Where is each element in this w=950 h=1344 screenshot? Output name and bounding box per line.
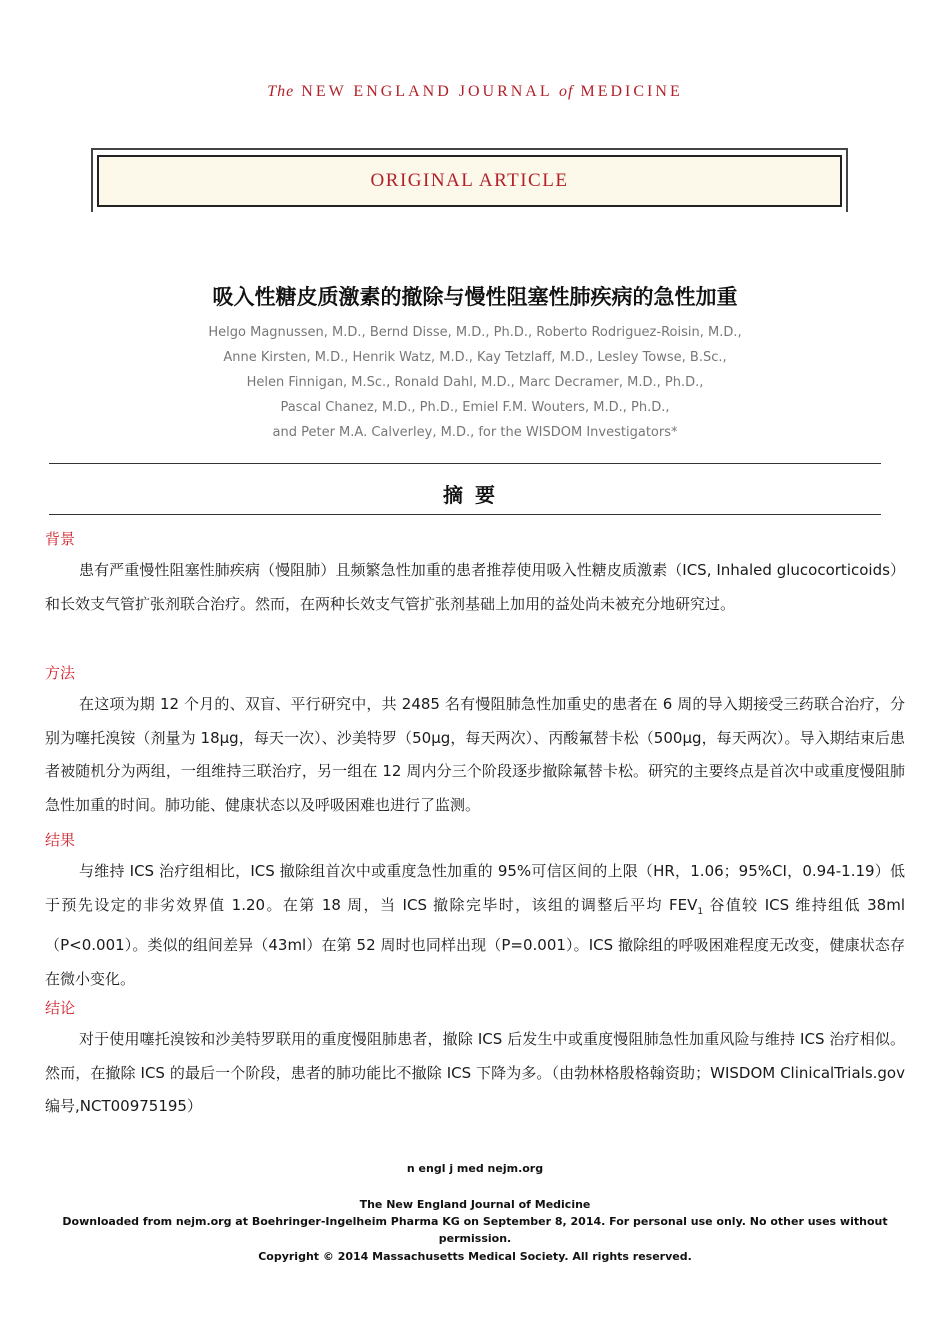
- author-line: Helgo Magnussen, M.D., Bernd Disse, M.D., Ph.D., Roberto Rodriguez-Roisin, M.D.,: [208, 325, 742, 340]
- author-line: Anne Kirsten, M.D., Henrik Watz, M.D., Kay Tetzlaff, M.D., Lesley Towse, B.Sc.,: [223, 350, 727, 365]
- masthead-post: MEDICINE: [580, 83, 683, 100]
- divider-bottom: [49, 514, 881, 515]
- section-head-conclusions: 结论: [45, 999, 76, 1017]
- section-head-results: 结果: [45, 831, 76, 849]
- article-title: 吸入性糖皮质激素的撤除与慢性阻塞性肺疾病的急性加重: [212, 285, 738, 309]
- masthead-mid: NEW ENGLAND JOURNAL: [301, 83, 553, 100]
- divider-top: [49, 463, 881, 464]
- section-text-conclusions: 对于使用噻托溴铵和沙美特罗联用的重度慢阻肺患者，撤除 ICS 后发生中或重度慢阻肺急性加重风险与维持 ICS 治疗相似。然而，在撤除 ICS 的最后一个阶段，患者的肺功能比不撤除 ICS 下降为多。（由勃林格殷格翰资助；WISDOM ClinicalTrials.gov 编号,NCT00975195）: [45, 1030, 905, 1115]
- section-text-results: [45, 855, 905, 996]
- results-text-a: 与维持 ICS 治疗组相比，ICS 撤除组首次中或重度急性加重的 95%可信区间的上限（HR，1.06；95%CI，0.94-1.19）低于预先设定的非劣效界值 1.20。在第 18 周，当 ICS 撤除完毕时，该组的调整后平均 FEV: [45, 862, 905, 914]
- results-text-b: 谷值较 ICS 维持组低 38ml（P<0.001）。类似的组间差异（43ml）在第 52 周时也同样出现（P=0.001）。ICS 撤除组的呼吸困难程度无改变，健康状态存在微小变化。: [45, 895, 905, 988]
- journal-masthead: [0, 83, 950, 101]
- abstract-heading: 摘要: [443, 483, 507, 507]
- author-list: [0, 320, 950, 445]
- section-text-methods: 在这项为期 12 个月的、双盲、平行研究中，共 2485 名有慢阻肺急性加重史的患者在 6 周的导入期接受三药联合治疗，分别为噻托溴铵（剂量为 18μg，每天一次）、沙美特罗（50μg，每天两次）、丙酸氟替卡松（500μg，每天两次）。导入期结束后患者被随机分为两组，一组维持三联治疗，另一组在 12 周内分三个阶段逐步撤除氟替卡松。研究的主要终点是首次中或重度慢阻肺急性加重的时间。肺功能、健康状态以及呼吸困难也进行了监测。: [45, 695, 905, 814]
- section-head-background: 背景: [45, 530, 76, 548]
- author-line: and Peter M.A. Calverley, M.D., for the WISDOM Investigators*: [272, 425, 678, 440]
- masthead-of: of: [559, 83, 574, 100]
- journal-reference: n engl j med nejm.org: [406, 1162, 544, 1175]
- section-text-background: 患有严重慢性阻塞性肺疾病（慢阻肺）且频繁急性加重的患者推荐使用吸入性糖皮质激素（ICS, Inhaled glucocorticoids）和长效支气管扩张剂联合治疗。然而，在两种长效支气管扩张剂基础上加用的益处尚未被充分地研究过。: [45, 561, 905, 613]
- footer-download-line: Downloaded from nejm.org at Boehringer-Ingelheim Pharma KG on September 8, 2014. For personal use only. No other uses without: [62, 1215, 888, 1228]
- author-line: Pascal Chanez, M.D., Ph.D., Emiel F.M. Wouters, M.D., Ph.D.,: [280, 400, 670, 415]
- footer-permission: permission.: [438, 1232, 512, 1245]
- section-head-methods: 方法: [45, 664, 76, 682]
- article-type-banner: ORIGINAL ARTICLE: [97, 155, 842, 207]
- masthead-the: The: [267, 83, 295, 100]
- footer-journal-name: The New England Journal of Medicine: [359, 1198, 591, 1211]
- footer-copyright: Copyright © 2014 Massachusetts Medical Society. All rights reserved.: [258, 1250, 692, 1263]
- fev-subscript: 1: [697, 906, 704, 917]
- author-line: Helen Finnigan, M.Sc., Ronald Dahl, M.D., Marc Decramer, M.D., Ph.D.,: [246, 375, 704, 390]
